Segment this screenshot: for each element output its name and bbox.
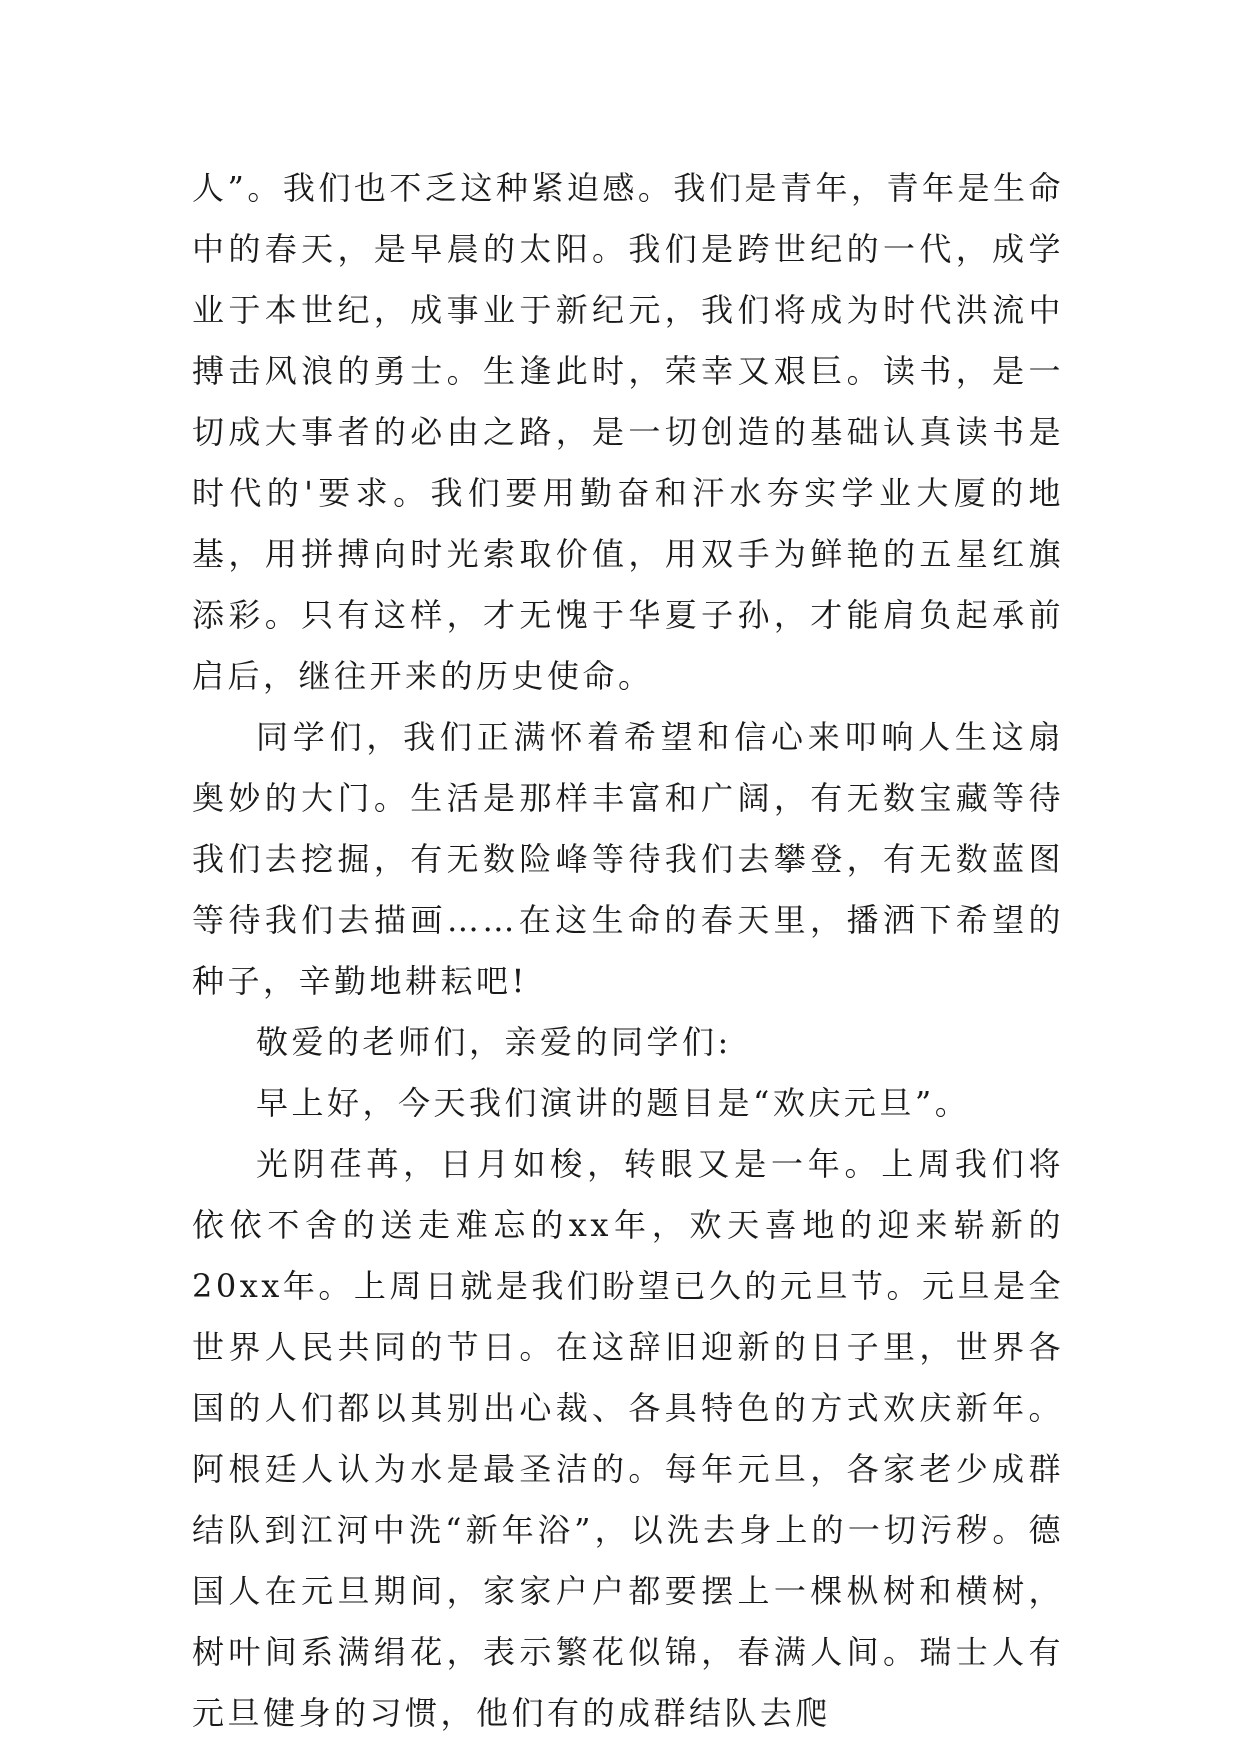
paragraph-2: 同学们，我们正满怀着希望和信心来叩响人生这扇奥妙的大门。生活是那样丰富和广阔，有无数宝藏等待我们去挖掘，有无数险峰等待我们去攀登，有无数蓝图等待我们去描画……在这生命的春天里，播洒下希望的种子，辛勤地耕耘吧!: [192, 718, 1064, 1000]
paragraph-4-greeting: 早上好，今天我们演讲的题目是“欢庆元旦”。: [256, 1084, 971, 1122]
paragraph-5: 光阴荏苒，日月如梭，转眼又是一年。上周我们将依依不舍的送走难忘的xx年，欢天喜地的迎来崭新的20xx年。上周日就是我们盼望已久的元旦节。元旦是全世界人民共同的节日。在这辞旧迎新的日子里，世界各国的人们都以其别出心裁、各具特色的方式欢庆新年。阿根廷人认为水是最圣洁的。每年元旦，各家老少成群结队到江河中洗“新年浴”，以洗去身上的一切污秽。德国人在元旦期间，家家户户都要摆上一棵枞树和横树，树叶间系满绢花，表示繁花似锦，春满人间。瑞士人有元旦健身的习惯，他们有的成群结队去爬: [192, 1145, 1064, 1732]
paragraph-3-salutation: 敬爱的老师们，亲爱的同学们:: [256, 1023, 732, 1061]
document-body: [192, 158, 1064, 1744]
paragraph-1: 人”。我们也不乏这种紧迫感。我们是青年，青年是生命中的春天，是早晨的太阳。我们是跨世纪的一代，成学业于本世纪，成事业于新纪元，我们将成为时代洪流中搏击风浪的勇士。生逢此时，荣幸又艰巨。读书，是一切成大事者的必由之路，是一切创造的基础认真读书是时代的'要求。我们要用勤奋和汗水夯实学业大厦的地基，用拼搏向时光索取价值，用双手为鲜艳的五星红旗添彩。只有这样，才无愧于华夏子孙，才能肩负起承前启后，继往开来的历史使命。: [192, 169, 1064, 695]
